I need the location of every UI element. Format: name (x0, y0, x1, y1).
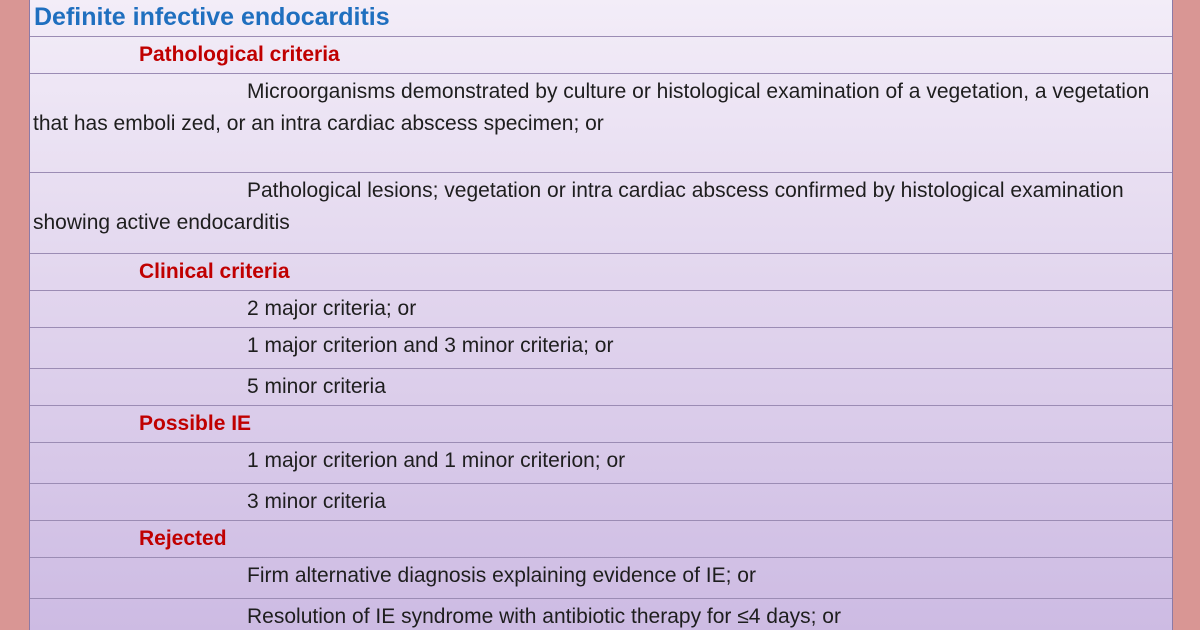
section-heading-pathological: Pathological criteria (139, 43, 340, 66)
section-heading-possible-ie: Possible IE (139, 412, 252, 435)
table-row-heading (30, 406, 1172, 443)
criteria-item: 1 major criterion and 1 minor criterion; or (247, 449, 626, 472)
table-row (30, 369, 1172, 406)
criteria-item: Firm alternative diagnosis explaining evidence of IE; or (247, 564, 756, 587)
table-row-paragraph (30, 74, 1172, 173)
criteria-item: 5 minor criteria (247, 375, 386, 398)
table-row-title (30, 0, 1172, 37)
table-row-heading (30, 37, 1172, 74)
criteria-item: 2 major criteria; or (247, 297, 417, 320)
table-row (30, 558, 1172, 599)
table-title: Definite infective endocarditis (34, 3, 390, 31)
table-row-heading (30, 254, 1172, 291)
table-row (30, 599, 1172, 630)
table-row-paragraph (30, 173, 1172, 254)
criteria-table (29, 0, 1173, 630)
section-heading-rejected: Rejected (139, 527, 227, 550)
criteria-item: Resolution of IE syndrome with antibiotic therapy for ≤4 days; or (247, 605, 841, 628)
paragraph-pathological-lesions: Pathological lesions; vegetation or intra cardiac abscess confirmed by histological examination showing active endocarditis (33, 179, 1124, 234)
section-heading-clinical: Clinical criteria (139, 260, 290, 283)
table-row (30, 484, 1172, 521)
table-row (30, 291, 1172, 328)
paragraph-microorganisms: Microorganisms demonstrated by culture or histological examination of a vegetation, a vegetation that has emboli zed, or an intra cardiac abscess specimen; or (33, 80, 1150, 135)
criteria-item: 1 major criterion and 3 minor criteria; or (247, 334, 614, 357)
table-row (30, 443, 1172, 484)
table-row (30, 328, 1172, 369)
criteria-item: 3 minor criteria (247, 490, 386, 513)
table-row-heading (30, 521, 1172, 558)
